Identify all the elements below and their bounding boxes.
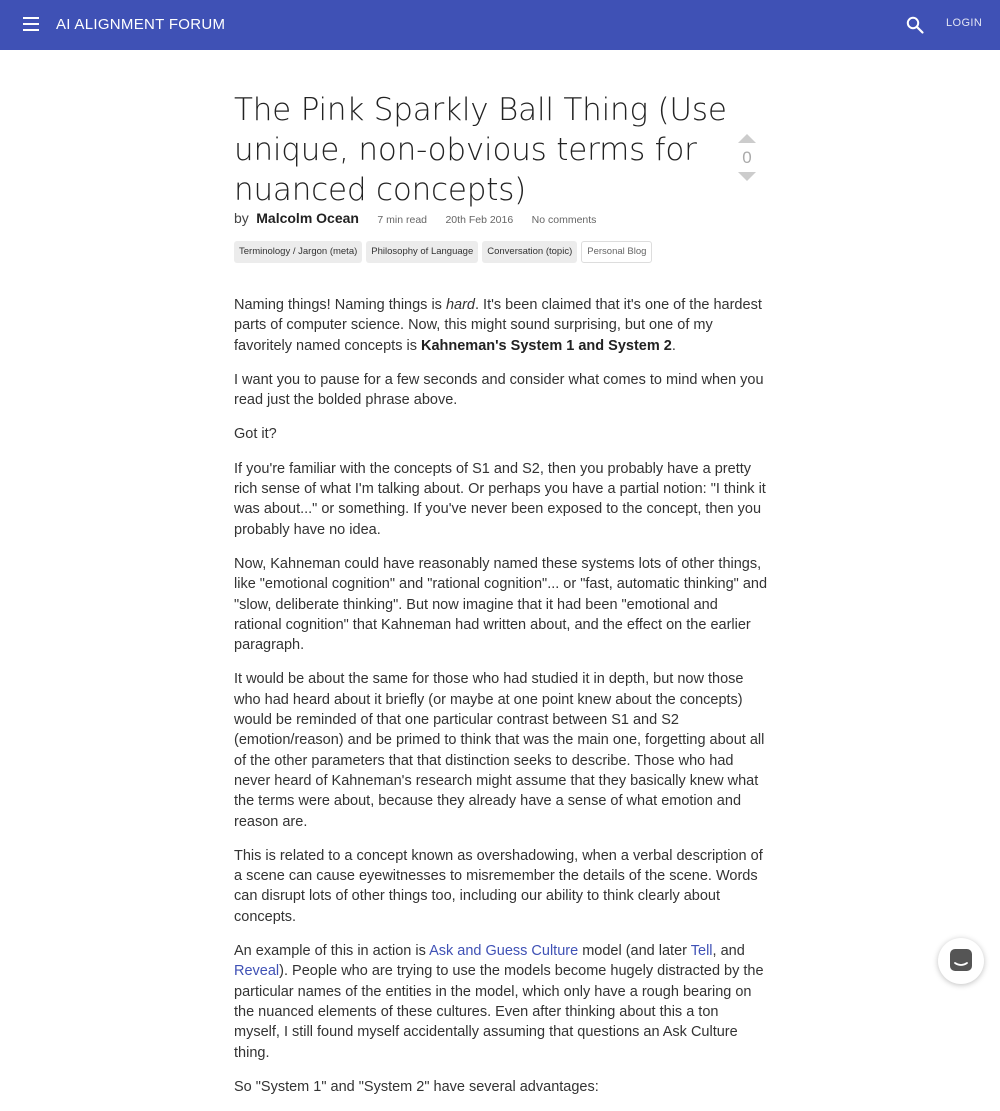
paragraph-1 (234, 295, 768, 356)
chat-bubble-icon (938, 938, 984, 984)
paragraph-7: This is related to a concept known as overshadowing, when a verbal description of a scene can cause eyewitnesses to misremember the details of the scene. Words can disrupt lots of other things too, including our ability to think clearly about concepts. (234, 847, 763, 925)
comments-count[interactable]: No comments (531, 214, 597, 226)
emphasis-text: hard (445, 297, 475, 313)
paragraph-3: Got it? (234, 426, 277, 443)
vote-score: 0 (742, 148, 752, 167)
tag-personal-blog[interactable]: Personal Blog (581, 241, 652, 263)
paragraph-8 (234, 941, 768, 1063)
text: Naming things! Naming things is (234, 297, 446, 313)
paragraph-4: If you're familiar with the concepts of S1 and S2, then you probably have a pretty rich sense of what I'm talking about. Or perhaps you have a partial notion: "I think it was about..." or something. If you've never been exposed to the concept, then you probably have no idea. (234, 460, 766, 538)
tag-conversation[interactable]: Conversation (topic) (482, 241, 577, 263)
by-label: by (234, 210, 249, 226)
site-title[interactable]: AI ALIGNMENT FORUM (56, 16, 226, 33)
upvote-arrow-icon[interactable] (738, 134, 756, 143)
post-date[interactable]: 20th Feb 2016 (445, 214, 514, 226)
tell-link[interactable]: Tell (690, 943, 713, 960)
tag-terminology[interactable]: Terminology / Jargon (meta) (234, 241, 362, 263)
text: , and (712, 943, 745, 960)
post-meta (234, 210, 596, 228)
tag-philosophy-of-language[interactable]: Philosophy of Language (366, 241, 478, 263)
bold-text: Kahneman's System 1 and System 2 (420, 337, 672, 354)
text: . It's been claimed that it's one of the hardest parts of computer science. Now, this might sound surprising, but one of my favoritely named concepts is (234, 297, 762, 354)
tag-list (234, 241, 652, 263)
post-title: The Pink Sparkly Ball Thing (Use unique, non-obvious terms for nuanced concepts) (234, 92, 727, 208)
reveal-link[interactable]: Reveal (234, 963, 280, 980)
downvote-arrow-icon[interactable] (738, 172, 756, 181)
ask-and-guess-culture-link[interactable]: Ask and Guess Culture (429, 943, 579, 960)
text: . (671, 337, 676, 354)
paragraph-6: It would be about the same for those who had studied it in depth, but now those who had heard about it briefly (or maybe at one point knew about the concepts) would be reminded of that one particular contrast between S1 and S2 (emotion/reason) and be primed to think that was the main one, forgetting about all of the other parameters that that distinction seeks to describe. Those who had never heard of Kahneman's research might assume that they basically knew what the terms were about, because they already have a sense of what emotion and reason are. (234, 671, 765, 830)
chat-widget-button[interactable] (938, 938, 984, 984)
paragraph-9: So "System 1" and "System 2" have several advantages: (234, 1078, 599, 1095)
vote-widget (736, 134, 758, 181)
text: An example of this in action is (234, 943, 430, 960)
text: model (and later (578, 943, 691, 960)
app-bar (0, 0, 1000, 50)
paragraph-2: I want you to pause for a few seconds and consider what comes to mind when you read just the bolded phrase above. (234, 371, 764, 409)
login-button[interactable]: LOGIN (946, 17, 983, 29)
hamburger-menu-icon[interactable] (23, 17, 39, 31)
read-time: 7 min read (377, 214, 428, 226)
paragraph-5: Now, Kahneman could have reasonably named these systems lots of other things, like "emotional cognition" and "rational cognition"... or "fast, automatic thinking" and "slow, deliberate thinking". But now imagine that it had been "emotional and rational cognition" that Kahneman had written about, and the effect on the earlier paragraph. (234, 555, 768, 654)
text: ). People who are trying to use the models become hugely distracted by the particular names of the entities in the model, which only have a rough bearing on the nuanced elements of these cultures. Even after thinking about this a ton myself, I still found myself accidentally assuming that questions an Ask Culture thing. (234, 963, 764, 1061)
search-icon[interactable] (906, 16, 924, 34)
post-body (234, 295, 768, 1111)
author-link[interactable]: Malcolm Ocean (256, 210, 359, 226)
